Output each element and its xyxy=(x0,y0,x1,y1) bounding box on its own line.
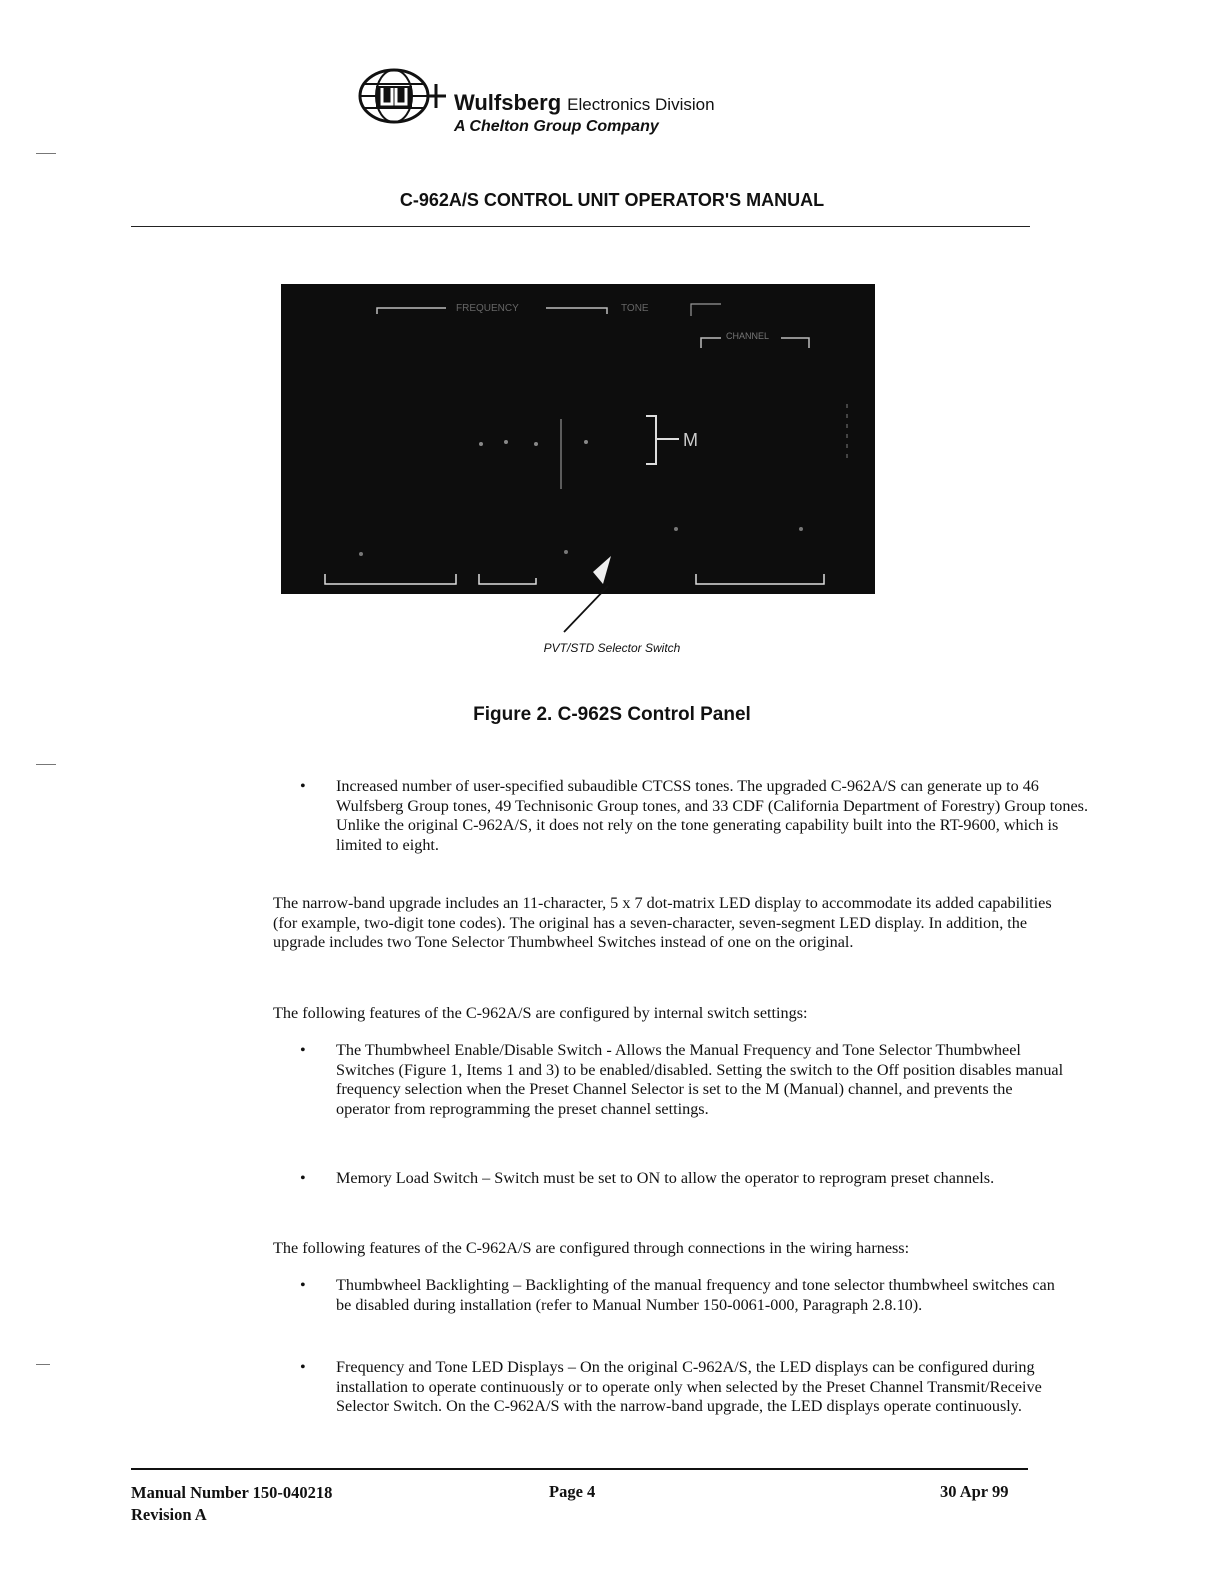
callout-label: PVT/STD Selector Switch xyxy=(543,641,681,655)
list-item xyxy=(300,1358,1070,1417)
bullet-icon: • xyxy=(300,777,306,795)
paragraph: The following features of the C-962A/S are configured through connections in the wiring harness: xyxy=(273,1239,910,1257)
list-item-text: The Thumbwheel Enable/Disable Switch - Allows the Manual Frequency and Tone Selector Thumbwheel Switches (Figure 1, Items 1 and 3) to be enabled/disabled. Setting the switch to the Off position disables manual frequency selection when the Preset Channel Selector is set to the M (Manual) channel, and prevents the operator from reprogramming the preset channel settings. xyxy=(336,1041,1064,1118)
bullet-icon: • xyxy=(300,1358,306,1376)
brand-division: Electronics Division xyxy=(567,95,715,114)
margin-mark xyxy=(36,764,56,765)
list-item xyxy=(300,1276,1070,1315)
callout-line xyxy=(556,584,616,634)
bullet-icon: • xyxy=(300,1276,306,1294)
list-item xyxy=(300,1169,1070,1189)
svg-text:TONE: TONE xyxy=(621,303,649,314)
list-item-text: Thumbwheel Backlighting – Backlighting of the manual frequency and tone selector thumbwheel switches can be disabled during installation (refer to Manual Number 150-0061-000, Paragraph 2.8.10). xyxy=(336,1276,1055,1314)
brand-name: Wulfsberg xyxy=(454,90,562,115)
margin-mark xyxy=(36,153,56,154)
control-panel-photo xyxy=(281,284,875,594)
figure-title: Figure 2. C-962S Control Panel xyxy=(473,704,751,725)
wulfsberg-globe-logo-icon xyxy=(358,64,450,124)
footer-manual-info xyxy=(131,1482,332,1526)
footer-date: 30 Apr 99 xyxy=(940,1482,1009,1501)
paragraph: The narrow-band upgrade includes an 11-character, 5 x 7 dot-matrix LED display to accommodate its added capabilities (for example, two-digit tone codes). The original has a seven-character, seven-segment LED display. In addition, the upgrade includes two Tone Selector Thumbwheel Switches instead of one on the original. xyxy=(273,894,1052,951)
header-rule xyxy=(131,226,1030,227)
list-item-text: Frequency and Tone LED Displays – On the original C-962A/S, the LED displays can be configured during installation to operate continuously or to operate only when selected by the Preset Channel Transmit/Receive Selector Switch. On the C-962A/S with the narrow-band upgrade, the LED displays operate continuously. xyxy=(336,1358,1042,1415)
page-number: Page 4 xyxy=(549,1482,596,1501)
brand-line xyxy=(454,90,715,116)
svg-text:FREQUENCY: FREQUENCY xyxy=(456,303,519,314)
wulfsberg-logo xyxy=(358,64,450,129)
manual-title: C-962A/S CONTROL UNIT OPERATOR'S MANUAL xyxy=(399,190,825,210)
list-item-text: Increased number of user-specified subaudible CTCSS tones. The upgraded C-962A/S can generate up to 46 Wulfsberg Group tones, 49 Technisonic Group tones, and 33 CDF (California Department of Forestry) Group tones. Unlike the original C-962A/S, it does not rely on the tone generating capability built into the RT-9600, which is limited to eight. xyxy=(336,777,1088,854)
manual-number: Manual Number 150-040218 xyxy=(131,1483,333,1502)
list-item xyxy=(300,777,1090,855)
list-item xyxy=(300,1041,1070,1119)
bullet-icon: • xyxy=(300,1041,306,1059)
footer-rule xyxy=(131,1468,1028,1470)
brand-tagline: A Chelton Group Company xyxy=(454,118,659,135)
revision: Revision A xyxy=(131,1505,207,1524)
bullet-icon: • xyxy=(300,1169,306,1187)
svg-text:CHANNEL: CHANNEL xyxy=(726,331,770,341)
panel-mode-label: M xyxy=(683,430,698,450)
list-item-text: Memory Load Switch – Switch must be set to ON to allow the operator to reprogram preset channels. xyxy=(336,1169,995,1187)
paragraph: The following features of the C-962A/S are configured by internal switch settings: xyxy=(273,1004,808,1022)
margin-mark xyxy=(36,1364,50,1365)
